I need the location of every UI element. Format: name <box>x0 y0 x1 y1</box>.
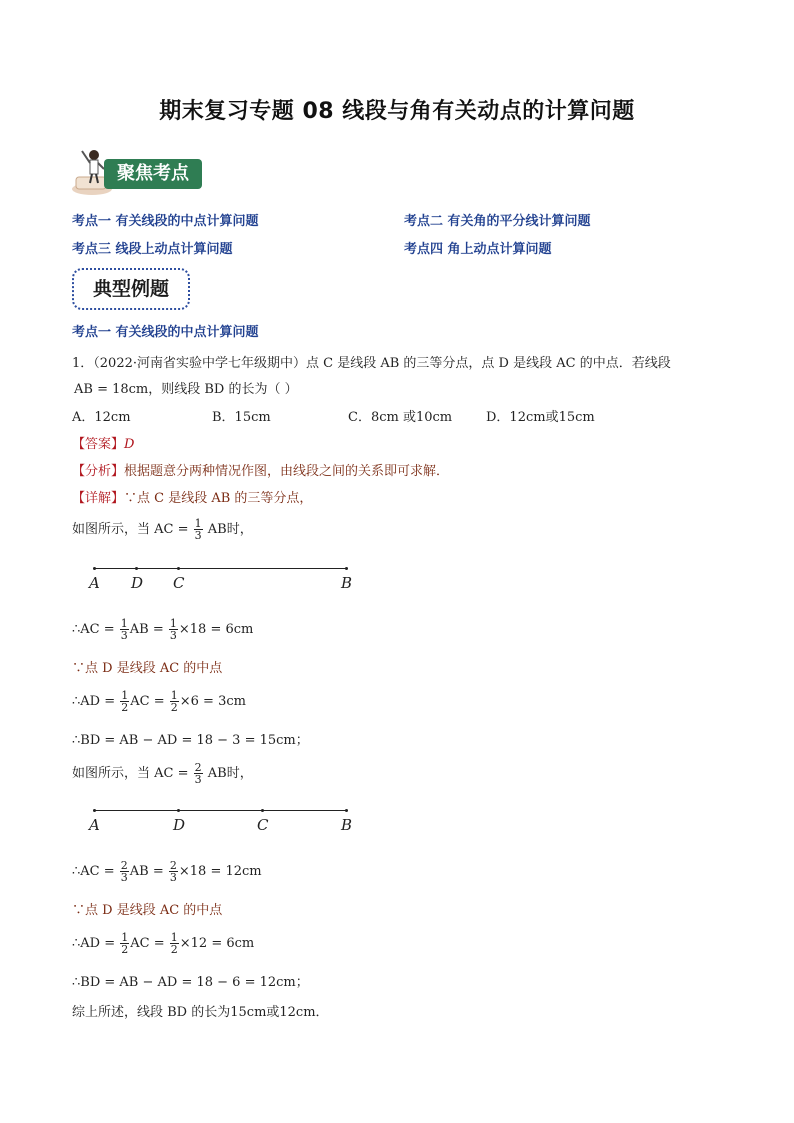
fraction-numerator: 1 <box>170 689 178 702</box>
fraction-numerator: 1 <box>194 517 202 530</box>
segment-line <box>94 568 346 569</box>
segment-diagram-1 <box>88 560 353 596</box>
fraction-denominator: 3 <box>194 773 202 786</box>
point-label-a: A <box>89 574 100 592</box>
step-text: AC = <box>130 936 165 951</box>
point-c <box>177 567 180 570</box>
focus-banner <box>68 145 204 197</box>
detail-line <box>72 487 312 506</box>
segment-line <box>94 810 346 811</box>
analysis-line <box>72 460 449 479</box>
fraction-denominator: 2 <box>121 943 129 956</box>
fraction <box>120 932 129 955</box>
fraction-numerator: 1 <box>120 617 128 630</box>
section-heading: 考点一 有关线段的中点计算问题 <box>72 325 259 340</box>
answer-label: 【答案】 <box>72 437 125 452</box>
case1-step1 <box>72 618 253 641</box>
point-label-b: B <box>341 574 353 592</box>
case2-intro-fraction <box>194 762 203 785</box>
fraction <box>169 618 178 641</box>
fraction <box>120 690 129 713</box>
step-text: ∴AD = <box>72 936 116 951</box>
analysis-text: 根据题意分两种情况作图，由线段之间的关系即可求解． <box>124 464 450 479</box>
fraction-numerator: 2 <box>120 859 128 872</box>
fraction-denominator: 2 <box>121 701 129 714</box>
case1-step2: ∵点 D 是线段 AC 的中点 <box>72 661 223 676</box>
step-text: ×6 = 3cm <box>179 694 246 709</box>
toc-item-1[interactable]: 考点一 有关线段的中点计算问题 <box>72 214 259 229</box>
point-label-d: D <box>131 574 144 592</box>
toc-item-4[interactable]: 考点四 角上动点计算问题 <box>404 242 552 257</box>
fraction-numerator: 1 <box>121 689 129 702</box>
case2-step4: ∴BD = AB − AD = 18 − 6 = 12cm； <box>72 975 309 990</box>
point-a <box>93 567 96 570</box>
case1-intro-fraction <box>194 518 203 541</box>
case1-step4: ∴BD = AB − AD = 18 − 3 = 15cm； <box>72 733 309 748</box>
question-line-2: AB = 18cm，则线段 BD 的长为（ ） <box>74 382 298 397</box>
fraction <box>169 860 178 883</box>
point-label-c: C <box>257 816 269 834</box>
option-d: D．12cm或15cm <box>486 410 595 425</box>
case1-intro-tail: AB时， <box>207 522 253 537</box>
analysis-label: 【分析】 <box>72 464 125 479</box>
fraction-numerator: 1 <box>121 931 129 944</box>
fraction-denominator: 3 <box>194 529 202 542</box>
case1-intro-text: 如图所示，当 AC = <box>72 522 189 537</box>
fraction-denominator: 2 <box>170 943 178 956</box>
point-label-d: D <box>173 816 186 834</box>
point-label-c: C <box>173 574 185 592</box>
fraction-numerator: 1 <box>170 931 178 944</box>
fraction-denominator: 3 <box>120 871 128 884</box>
detail-text: ∵点 C 是线段 AB 的三等分点， <box>124 491 313 506</box>
step-text: ∴AD = <box>72 694 116 709</box>
option-c: C．8cm 或10cm <box>348 410 453 425</box>
question-line-1: 1．（2022·河南省实验中学七年级期中）点 C 是线段 AB 的三等分点，点 D 是线段 AC 的中点．若线段 <box>72 356 671 371</box>
step-text: ∴AC = <box>72 622 115 637</box>
answer-line <box>72 433 134 452</box>
focus-banner-label: 聚焦考点 <box>104 159 202 189</box>
point-b <box>345 809 348 812</box>
detail-label: 【详解】 <box>72 491 125 506</box>
step-text: ×18 = 6cm <box>178 622 254 637</box>
point-b <box>345 567 348 570</box>
page-title: 期末复习专题 08 线段与角有关动点的计算问题 <box>159 99 635 124</box>
step-text: ×12 = 6cm <box>179 936 255 951</box>
fraction <box>120 860 129 883</box>
point-label-a: A <box>89 816 100 834</box>
fraction-denominator: 3 <box>169 629 177 642</box>
point-label-b: B <box>341 816 353 834</box>
fraction-denominator: 3 <box>169 871 177 884</box>
case2-intro-tail: AB时， <box>207 766 253 781</box>
fraction-numerator: 2 <box>194 761 202 774</box>
point-a <box>93 809 96 812</box>
case2-step1 <box>72 860 262 883</box>
option-b: B．15cm <box>212 410 271 425</box>
segment-diagram-2 <box>88 802 353 838</box>
toc-item-2[interactable]: 考点二 有关角的平分线计算问题 <box>404 214 591 229</box>
step-text: AC = <box>130 694 165 709</box>
conclusion: 综上所述，线段 BD 的长为15cm或12cm． <box>72 1005 329 1020</box>
case2-step2: ∵点 D 是线段 AC 的中点 <box>72 903 223 918</box>
step-text: AB = <box>129 622 164 637</box>
answer-value: D <box>124 437 135 452</box>
option-a: A．12cm <box>72 410 131 425</box>
step-text: ×18 = 12cm <box>178 864 262 879</box>
fraction-numerator: 2 <box>169 859 177 872</box>
toc-item-3[interactable]: 考点三 线段上动点计算问题 <box>72 242 233 257</box>
step-text: AB = <box>129 864 164 879</box>
point-d <box>135 567 138 570</box>
case1-step3 <box>72 690 246 713</box>
case1-intro <box>72 518 253 541</box>
fraction <box>170 690 179 713</box>
case2-intro <box>72 762 253 785</box>
fraction-denominator: 2 <box>170 701 178 714</box>
fraction <box>120 618 129 641</box>
section-badge: 典型例题 <box>72 268 190 310</box>
point-d <box>177 809 180 812</box>
fraction-numerator: 1 <box>169 617 177 630</box>
fraction-denominator: 3 <box>120 629 128 642</box>
case2-intro-text: 如图所示，当 AC = <box>72 766 189 781</box>
step-text: ∴AC = <box>72 864 115 879</box>
point-c <box>261 809 264 812</box>
case2-step3 <box>72 932 254 955</box>
fraction <box>170 932 179 955</box>
